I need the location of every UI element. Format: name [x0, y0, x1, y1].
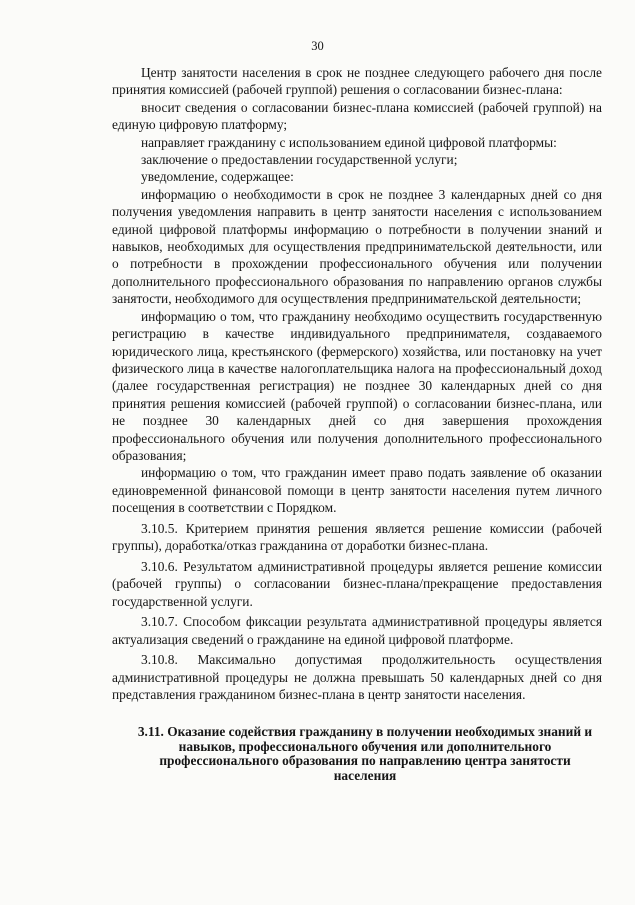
paragraph-3-10-5: 3.10.5. Критерием принятия решения является решение комиссии (рабочей группы), доработка/отказ гражданина от доработки бизнес-плана.: [112, 520, 602, 554]
paragraph-3-10-6: 3.10.6. Результатом административной процедуры является решение комиссии (рабочей группы) о согласовании бизнес-плана/прекращение предоставления государственной услуги.: [112, 558, 602, 609]
paragraph-conclusion: заключение о предоставлении государственной услуги;: [141, 152, 458, 168]
section-heading-3-11: 3.11. Оказание содействия гражданину в получении необходимых знаний и навыков, профессионального обучения или дополнительного профессионального образования по направлению центра занятости населения: [137, 724, 593, 783]
paragraph-3-10-8: 3.10.8. Максимально допустимая продолжительность осуществления административной процедуры не должна превышать 50 календарных дней со дня представления гражданином бизнес-плана в центр занятости населения.: [112, 652, 602, 702]
paragraph-3-10-7: 3.10.7. Способом фиксации результата административной процедуры является актуализация сведений о гражданине на единой цифровой платформе.: [112, 614, 602, 647]
page-number: 30: [311, 39, 324, 53]
paragraph-notification: уведомление, содержащее:: [141, 169, 294, 185]
paragraph-enters-info: вносит сведения о согласовании бизнес-плана комиссией (рабочей группой) на единую цифровую платформу;: [112, 99, 602, 133]
paragraph-info-need-skills: информацию о необходимости в срок не позднее 3 календарных дней со дня получения уведомления направить в центр занятости населения с использованием единой цифровой платформы информацию о потребности в получении знаний и навыков, необходимых для осуществления предпринимательской деятельности, или о потребности в прохождении профессионального обучения или получении дополнительного профессионального образования по направлению органов службы занятости, необходимого для осуществления предпринимательской деятельности;: [112, 186, 602, 307]
document-body: [112, 64, 602, 783]
paragraph-info-registration: информацию о том, что гражданину необходимо осуществить государственную регистрацию в качестве индивидуального предпринимателя, создаваемого юридического лица, крестьянского (фермерского) хозяйства, или постановку на учет физического лица в качестве налогоплательщика налога на профессиональный доход (далее государственная регистрация) не позднее 30 календарных дней со дня принятия решения комиссией (рабочей группой) о согласовании бизнес-плана, или не позднее 30 календарных дней со дня завершения прохождения профессионального обучения или получения дополнительного профессионального образования;: [112, 308, 602, 463]
paragraph-info-financial-aid: информацию о том, что гражданин имеет право подать заявление об оказании единовременной финансовой помощи в центр занятости населения путем личного посещения в соответствии с Порядком.: [112, 465, 602, 516]
paragraph-intro: Центр занятости населения в срок не позднее следующего рабочего дня после принятия комиссией (рабочей группой) решения о согласовании бизнес-плана:: [112, 65, 602, 98]
paragraph-sends-to-citizen: направляет гражданину с использованием единой цифровой платформы:: [141, 134, 557, 150]
